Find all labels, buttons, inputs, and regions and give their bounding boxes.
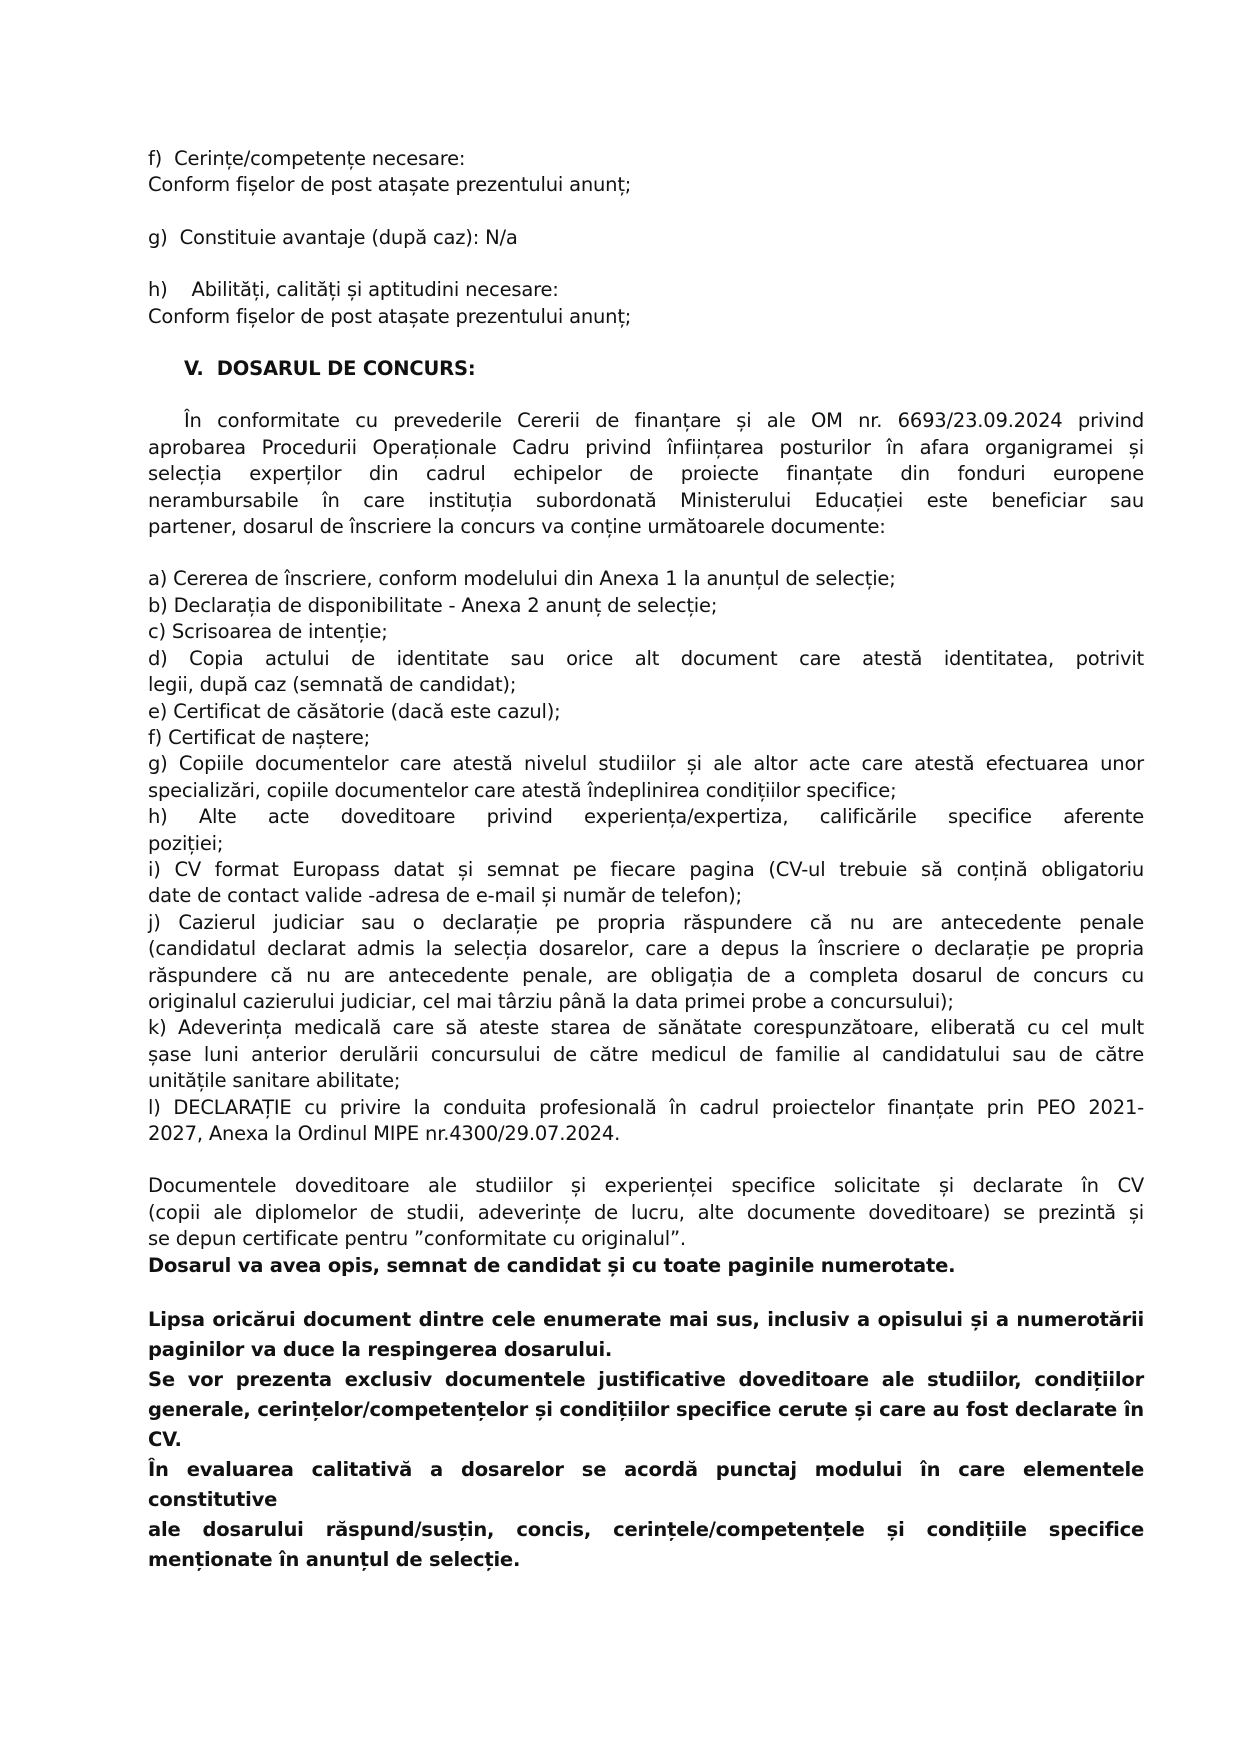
list-item-text: (candidatul declarat admis la selecția dosarelor, care a depus la înscriere o declarație pe propria <box>148 937 1144 961</box>
list-item-text: e) Certificat de căsătorie (dacă este cazul); <box>148 699 561 723</box>
intro-line: selecția experților din cadrul echipelor de proiecte finanțate din fonduri europene <box>148 462 1144 486</box>
list-item-text: f) Certificat de naștere; <box>148 725 371 749</box>
paragraph-line: ale dosarului răspund/susțin, concis, cerințele/competențele și condițiile specifice <box>148 1518 1144 1542</box>
list-item-text: 2027, Anexa la Ordinul MIPE nr.4300/29.07.2024. <box>148 1122 621 1145</box>
requirement-f-title: f) Cerințe/competențe necesare: <box>148 147 466 170</box>
list-item-text: d) Copia actului de identitate sau orice alt document care atestă identitatea, potrivit <box>148 646 1144 670</box>
document-item-b <box>148 593 1144 619</box>
list-item-text: h) Alte acte doveditoare privind experiența/expertiza, calificările specifice aferente <box>148 805 1144 829</box>
intro-line: În conformitate cu prevederile Cererii de finanțare și ale OM nr. 6693/23.09.2024 privind <box>184 409 1144 433</box>
paragraph-line: generale, cerințelor/competențelor și condițiilor specifice cerute și care au fost declarate în <box>148 1398 1144 1422</box>
intro-paragraph <box>148 408 1144 540</box>
exclusive-docs-paragraph <box>148 1365 1144 1455</box>
document-item-g <box>148 751 1144 804</box>
document-item-k <box>148 1015 1144 1094</box>
list-item-text: a) Cererea de înscriere, conform modelului din Anexa 1 la anunțul de selecție; <box>148 567 896 591</box>
list-item-text: șase luni anterior derulării concursului de către medicul de familie al candidatului sau de către <box>148 1042 1144 1066</box>
requirement-g <box>148 225 1144 251</box>
document-item-l <box>148 1095 1144 1148</box>
supporting-docs-paragraph <box>148 1173 1144 1252</box>
requirement-f-body: Conform fișelor de post atașate prezentului anunț; <box>148 173 632 197</box>
document-item-d <box>148 646 1144 699</box>
list-item-text: b) Declarația de disponibilitate - Anexa 2 anunț de selecție; <box>148 593 718 617</box>
list-item-text: l) DECLARAȚIE cu privire la conduita profesională în cadrul proiectelor finanțate prin PEO 2021- <box>148 1095 1144 1119</box>
document-item-j <box>148 910 1144 1016</box>
paragraph-line: (copii ale diplomelor de studii, adeverințe de lucru, alte documente doveditoare) se prezintă și <box>148 1200 1144 1224</box>
document-item-f <box>148 725 1144 751</box>
paragraph-line: Documentele doveditoare ale studiilor și experienței specifice solicitate și declarate în CV <box>148 1174 1144 1198</box>
paragraph-line: menționate în anunțul de selecție. <box>148 1548 521 1572</box>
list-item-text: răspundere că nu are antecedente penale, are obligația de a completa dosarul de concurs cu <box>148 963 1144 987</box>
list-item-text: date de contact valide -adresa de e-mail și număr de telefon); <box>148 884 742 908</box>
requirement-f <box>148 146 1144 199</box>
list-item-text: originalul cazierului judiciar, cel mai târziu până la data primei probe a concursului); <box>148 989 954 1013</box>
paragraph-line: se depun certificate pentru ”conformitate cu originalul”. <box>148 1227 686 1251</box>
requirement-h-body: Conform fișelor de post atașate prezentului anunț; <box>148 304 632 328</box>
document-item-i <box>148 857 1144 910</box>
list-item-text: j) Cazierul judiciar sau o declarație pe propria răspundere că nu are antecedente penale <box>148 910 1144 934</box>
requirement-g-title: g) Constituie avantaje (după caz): N/a <box>148 225 518 249</box>
list-item-text: legii, după caz (semnată de candidat); <box>148 673 517 697</box>
evaluation-paragraph <box>148 1455 1144 1575</box>
document-item-a <box>148 566 1144 592</box>
section-heading: V. DOSARUL DE CONCURS: <box>184 357 476 381</box>
opis-note: Dosarul va avea opis, semnat de candidat și cu toate paginile numerotate. <box>148 1253 956 1277</box>
paragraph-line: paginilor va duce la respingerea dosarului. <box>148 1338 613 1362</box>
document-page <box>148 146 1144 1575</box>
list-item-text: specializări, copiile documentelor care atestă îndeplinirea condițiilor specifice; <box>148 778 897 802</box>
intro-line: partener, dosarul de înscriere la concurs va conține următoarele documente: <box>148 515 886 539</box>
paragraph-line: Se vor prezenta exclusiv documentele justificative doveditoare ale studiilor, condițiilor <box>148 1368 1144 1392</box>
list-item-text: i) CV format Europass datat și semnat pe fiecare pagina (CV-ul trebuie să conțină obligatoriu <box>148 857 1144 881</box>
list-item-text: poziției; <box>148 831 224 855</box>
document-item-e <box>148 699 1144 725</box>
documents-list <box>148 566 1144 1147</box>
list-item-text: c) Scrisoarea de intenție; <box>148 620 388 644</box>
paragraph-line: În evaluarea calitativă a dosarelor se acordă punctaj modului în care elementele constitutive <box>148 1458 1144 1512</box>
rejection-paragraph <box>148 1305 1144 1365</box>
intro-line: nerambursabile în care instituția subordonată Ministerului Educației este beneficiar sau <box>148 488 1144 512</box>
intro-line: aprobarea Procedurii Operaționale Cadru privind înființarea posturilor în afara organigramei și <box>148 435 1144 459</box>
document-item-h <box>148 804 1144 857</box>
list-item-text: k) Adeverința medicală care să ateste starea de sănătate corespunzătoare, eliberată cu cel mult <box>148 1016 1144 1040</box>
requirement-h-title: h) Abilități, calități și aptitudini necesare: <box>148 278 559 302</box>
paragraph-line: CV. <box>148 1428 182 1452</box>
requirement-h <box>148 277 1144 330</box>
paragraph-line: Lipsa oricărui document dintre cele enumerate mai sus, inclusiv a opisului și a numerotării <box>148 1308 1144 1332</box>
list-item-text: unitățile sanitare abilitate; <box>148 1069 401 1093</box>
document-item-c <box>148 619 1144 645</box>
list-item-text: g) Copiile documentelor care atestă nivelul studiilor și ale altor acte care atestă efectuarea unor <box>148 752 1144 776</box>
